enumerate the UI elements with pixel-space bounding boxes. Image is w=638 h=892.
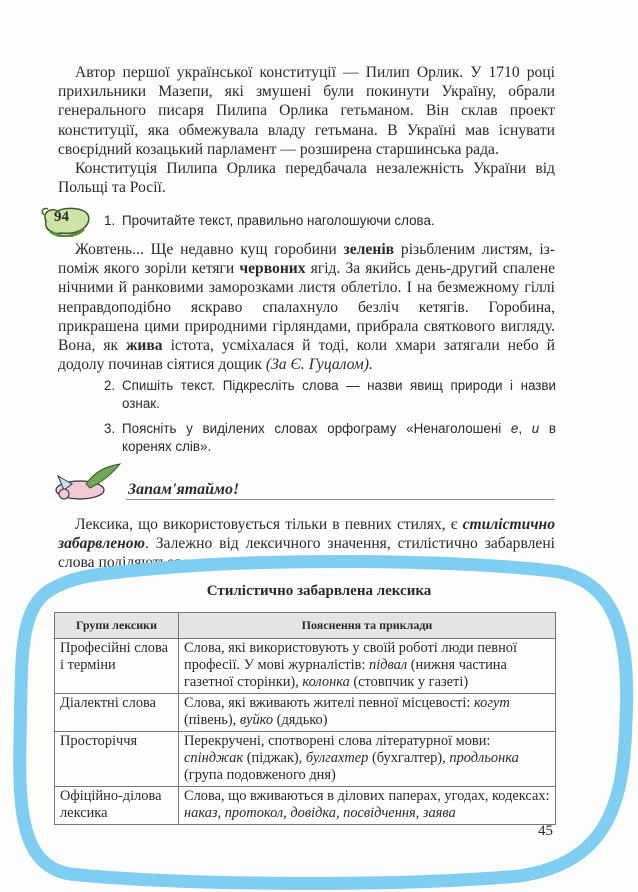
- explanation-cell: [179, 639, 556, 694]
- task-3: [104, 420, 556, 456]
- text-segment: Перекручені, спотворені слова літературної мови:: [184, 733, 491, 749]
- task-2: [104, 377, 556, 413]
- text-segment: . Залежно від лексичного значення, стилістично забарвлені слова поділяються в групи.: [58, 535, 555, 572]
- text-segment: (бухгалтер),: [368, 750, 450, 766]
- emphasized-text: спінджак: [184, 750, 244, 766]
- text-segment: в коренях слів».: [122, 421, 556, 454]
- text-segment: Лексика, що використовується тільки в певних стилях, є: [75, 516, 463, 533]
- explanation-cell: [179, 694, 556, 732]
- text-segment: Поясніть у виділених словах орфограму «Ненаголошені: [122, 421, 511, 436]
- text-segment: Жовтень... Ще недавно кущ горобини: [75, 241, 344, 258]
- text-segment: істота, усміхалася й тоді, коли хмари затягали небо й додолу починав сіятися дощик: [58, 337, 555, 374]
- task-3-number: 3.: [104, 421, 116, 436]
- emphasized-text: жива: [126, 337, 163, 355]
- text-segment: (нижня частина газетної сторінки),: [184, 657, 507, 690]
- task-1-text: Прочитайте текст, правильно наголошуючи слова.: [122, 213, 435, 228]
- exercise-paragraph: [58, 240, 555, 374]
- table-row: [55, 639, 556, 694]
- emphasized-text: булгахтер: [305, 750, 369, 766]
- page-number: 45: [538, 823, 553, 839]
- emphasized-text: вуйко: [239, 712, 274, 728]
- text-segment: (група подовженого дня): [184, 767, 336, 783]
- emphasized-text: (За Є. Гуцалом).: [265, 356, 373, 374]
- explanation-cell: [179, 732, 556, 787]
- text-segment: різьбленим листям, із-поміж якого зоріли кетяги: [58, 241, 556, 278]
- emphasized-text: колонка: [302, 674, 350, 690]
- table-row: [55, 787, 556, 825]
- exercise-text: [58, 240, 555, 374]
- text-segment: (стовпчик у газеті): [349, 674, 469, 690]
- remember-title: Запам'ятаймо!: [128, 481, 240, 498]
- scroll-quill-icon: [50, 462, 126, 502]
- group-cell: Професійні слова і терміни: [55, 639, 179, 694]
- remember-header: [50, 462, 555, 502]
- remember-divider: [126, 499, 555, 500]
- table-row: [55, 694, 556, 732]
- intro-paragraph-1: Автор першої української конституції — Пилип Орлик. У 1710 році прихильники Мазепи, які змушені були покинути Україну, обрали генерального писаря Пилипа Орлика гетьманом. Він склав проект конституції, яка обмежувала владу гетьмана. В Україні мав існувати своєрідний козацький парламент — розширена старшинська рада.: [58, 64, 555, 158]
- intro-paragraph-2: Конституція Пилипа Орлика передбачала незалежність України від Польщі та Росії.: [58, 160, 555, 197]
- emphasized-text: стилістично забарвленою: [58, 516, 555, 553]
- text-segment: ,: [518, 421, 532, 436]
- emphasized-text: наказ, протокол, довідка, посвідчення, заява: [184, 805, 456, 821]
- intro-text: [58, 63, 555, 197]
- emphasized-text: підвал: [369, 657, 408, 673]
- text-segment: Слова, що вживаються в ділових паперах, угодах, кодексах:: [184, 788, 550, 804]
- emphasized-text: и: [531, 421, 540, 436]
- text-segment: (дядько): [273, 712, 328, 728]
- group-cell: Просторіччя: [55, 732, 179, 787]
- emphasized-text: зеленів: [343, 241, 395, 258]
- text-segment: (піджак),: [243, 750, 306, 766]
- table-title: Стилістично забарвлена лексика: [206, 583, 432, 599]
- group-cell: Офіційно-ділова лексика: [55, 787, 179, 825]
- header-groups: Групи лексики: [55, 613, 179, 639]
- group-cell: Діалектні слова: [55, 694, 179, 732]
- explanation-cell: [179, 787, 556, 825]
- emphasized-text: продльонка: [449, 750, 519, 766]
- text-segment: Слова, які вживають жителі певної місцевості:: [184, 695, 474, 711]
- text-segment: (півень),: [184, 712, 240, 728]
- emphasized-text: е: [510, 421, 519, 436]
- table-row: [55, 732, 556, 787]
- lexicon-table: [54, 612, 556, 825]
- task-1: [104, 212, 556, 230]
- task-3-text: [104, 420, 556, 456]
- text-segment: ягід. За якийсь день-другий спалене нічними й ранковими заморозками листя облетіло. І на безмежному гіллі неправдоподібно яскраво спалахнуло безліч кетягів. Горобина, прикрашена цими природними гірляндами, прибрала святкового вигляду. Вона, як: [58, 260, 555, 355]
- task-1-number: 1.: [104, 213, 116, 228]
- header-explanations: Пояснення та приклади: [179, 613, 556, 639]
- task-2-text: Спишіть текст. Підкресліть слова — назви явищ природи і назви ознак.: [122, 378, 556, 411]
- remember-paragraph: [58, 515, 555, 573]
- task-2-number: 2.: [104, 378, 116, 393]
- remember-text: [58, 515, 555, 573]
- emphasized-text: когут: [473, 695, 510, 711]
- emphasized-text: червоних: [239, 260, 306, 278]
- exercise-number: 94: [54, 209, 69, 225]
- text-segment: Слова, які використовують у своїй роботі люди певної професії. У мові журналістів:: [184, 640, 517, 673]
